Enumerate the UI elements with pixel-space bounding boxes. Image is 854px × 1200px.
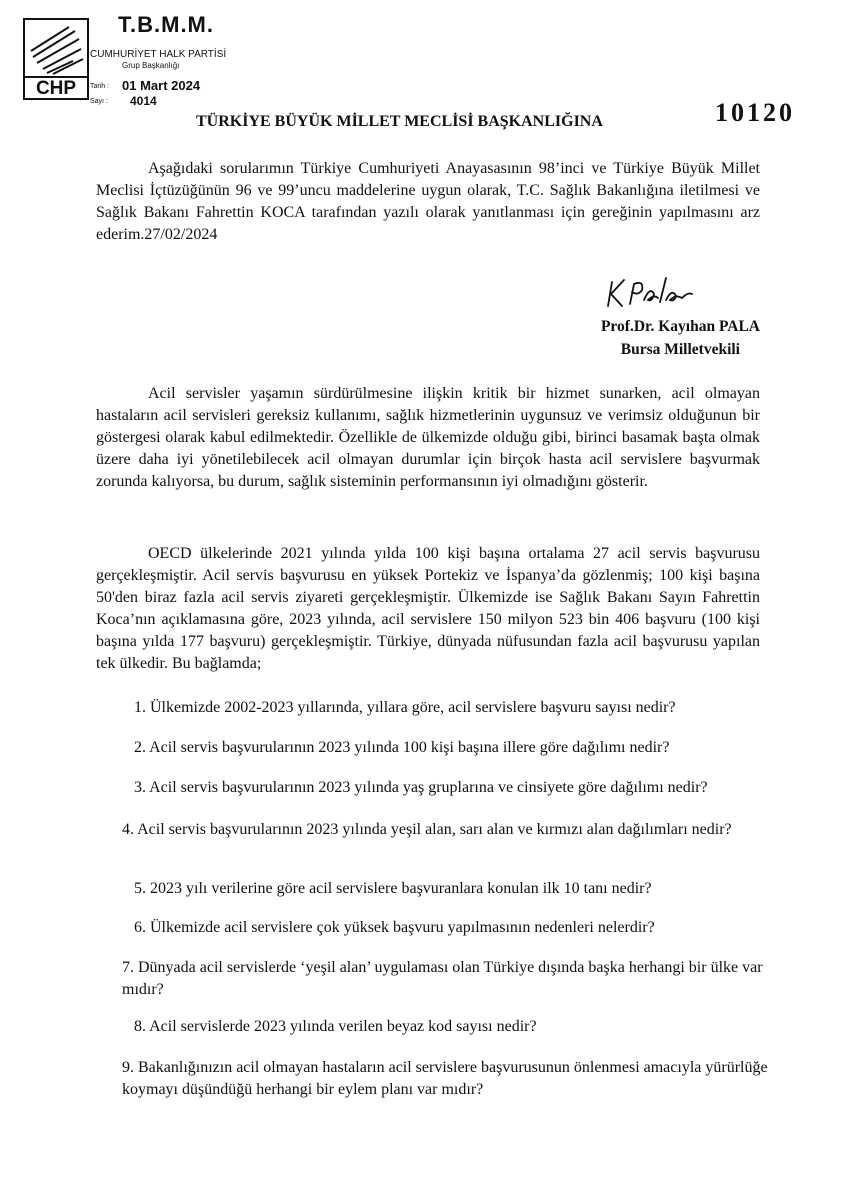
question-item: 2. Acil servis başvurularının 2023 yılında 100 kişi başına illere göre dağılımı nedir? [134, 739, 670, 756]
party-logo [23, 17, 83, 99]
question-item: 8. Acil servislerde 2023 yılında verilen beyaz kod sayısı nedir? [134, 1018, 537, 1035]
body-paragraph: OECD ülkelerinde 2021 yılında yılda 100 kişi başına ortalama 27 acil servis başvurusu gerçekleşmiştir. Acil servis başvurusu en yüksek Portekiz ve İspanya’da gözlenmiş; 100 kişi başına 50'den biraz fazla acil servis ziyareti gerçekleşmiştir. Ülkemizde ise Sağlık Bakanı Sayın Fahrettin Koca’nın açıklamasına göre, 2023 yılında, acil servislere 150 milyon 523 bin 406 başvuru (100 kişi başına yılda 177 başvuru) gerçekleşmiştir. Türkiye, dünyada nüfusundan fazla acil başvurusu yapılan tek ülkedir. Bu bağlamda; [96, 545, 760, 672]
document-number: 10120 [715, 98, 795, 127]
tbmm-heading: T.B.M.M. [118, 12, 214, 37]
date-label: Tarih : [90, 83, 110, 90]
signer-province: Bursa Milletvekili [620, 341, 740, 358]
group-name: Grup Başkanlığı [122, 61, 180, 70]
question-item: 7. Dünyada acil servislerde ‘yeşil alan’ uygulaması olan Türkiye dışında başka herhangi bir ülke var mıdır? [122, 959, 763, 998]
party-name: CUMHURİYET HALK PARTİSİ [90, 49, 227, 60]
question-item: 5. 2023 yılı verilerine göre acil servislere başvuranlara konulan ilk 10 tanı nedir? [134, 880, 652, 897]
number-label: Sayı : [90, 98, 108, 105]
body-paragraph: Acil servisler yaşamın sürdürülmesine ilişkin kritik bir hizmet sunarken, acil olmayan hastaların acil servisleri gereksiz kullanımı, sağlık hizmetlerinin uygunsuz ve verimsiz olduğunun bir göstergesi olarak kabul edilmektedir. Özellikle de ülkemizde olduğu gibi, birinci basamak başta olmak üzere daha iyi yönetilebilecek acil olmayan durumlar için birçok hasta acil servislere başvurmak zorunda kalıyorsa, bu durum, sağlık sisteminin performansının iyi olmadığını gösterir. [96, 385, 760, 490]
chp-logo-icon [23, 17, 91, 101]
question-item: 6. Ülkemizde acil servislere çok yüksek başvuru yapılmasının nedenleri nelerdir? [134, 919, 655, 936]
date-value: 01 Mart 2024 [122, 78, 201, 93]
number-value: 4014 [130, 94, 157, 108]
signature-image [604, 272, 696, 310]
question-item: 9. Bakanlığınızın acil olmayan hastaların acil servislere başvurusunun önlenmesi amacıyla yürürlüğe koymayı düşündüğü herhangi bir eylem planı var mıdır? [122, 1059, 768, 1098]
intro-paragraph: Aşağıdaki sorularımın Türkiye Cumhuriyeti Anayasasının 98’inci ve Türkiye Büyük Millet Meclisi İçtüzüğünün 96 ve 99’uncu maddelerine uygun olarak, T.C. Sağlık Bakanlığına iletilmesi ve Sağlık Bakanı Fahrettin KOCA tarafından yazılı olarak yanıtlanması için gereğinin yapılmasını arz ederim.27/02/2024 [96, 160, 760, 243]
question-item: 3. Acil servis başvurularının 2023 yılında yaş gruplarına ve cinsiyete göre dağılımı nedir? [134, 779, 708, 796]
question-item: 4. Acil servis başvurularının 2023 yılında yeşil alan, sarı alan ve kırmızı alan dağılımları nedir? [122, 821, 732, 838]
page-title: TÜRKİYE BÜYÜK MİLLET MECLİSİ BAŞKANLIĞINA [196, 113, 603, 130]
signer-name: Prof.Dr. Kayıhan PALA [600, 318, 760, 335]
question-item: 1. Ülkemizde 2002-2023 yıllarında, yıllara göre, acil servislere başvuru sayısı nedir? [134, 699, 676, 716]
logo-text: CHP [35, 78, 77, 99]
